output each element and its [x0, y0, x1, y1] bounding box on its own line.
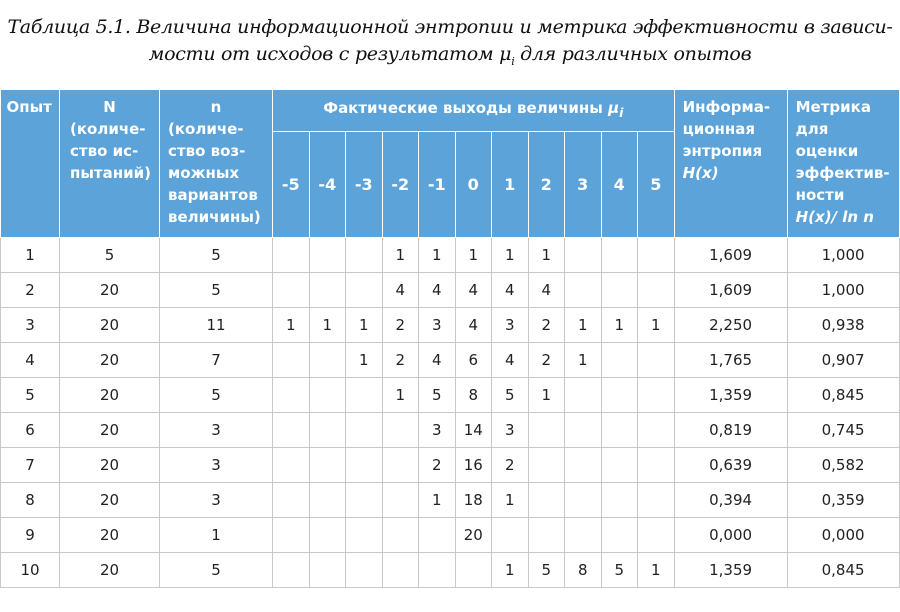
cell-mu-count: 2 — [528, 308, 565, 343]
table-row — [1, 308, 900, 343]
cell-mu-count: 4 — [528, 273, 565, 308]
cell-mu-count: 8 — [565, 553, 602, 588]
cell-mu-count — [565, 483, 602, 518]
cell-n: 5 — [160, 238, 273, 273]
cell-mu-count — [528, 448, 565, 483]
cell-mu-count: 3 — [419, 308, 456, 343]
cell-mu-count: 1 — [528, 378, 565, 413]
cell-N: 20 — [60, 413, 160, 448]
cell-mu-count — [565, 378, 602, 413]
cell-mu-count — [309, 553, 346, 588]
cell-mu-count — [601, 343, 638, 378]
cell-mu-count — [601, 273, 638, 308]
header-mu-value: 2 — [528, 132, 565, 238]
cell-mu-count — [346, 553, 383, 588]
cell-mu-count — [601, 518, 638, 553]
caption-text: мости от исходов с результатом — [148, 43, 500, 65]
header-experiment: Опыт — [1, 90, 60, 238]
cell-entropy: 0,639 — [674, 448, 787, 483]
table-row — [1, 378, 900, 413]
table-caption — [0, 14, 900, 75]
cell-mu-count: 1 — [601, 308, 638, 343]
cell-mu-count — [638, 518, 675, 553]
cell-mu-count — [565, 518, 602, 553]
cell-n: 5 — [160, 553, 273, 588]
cell-mu-count: 5 — [492, 378, 529, 413]
cell-metric: 0,582 — [787, 448, 899, 483]
header-mu-value: -5 — [273, 132, 310, 238]
cell-mu-count — [273, 238, 310, 273]
cell-N: 20 — [60, 378, 160, 413]
cell-mu-count — [638, 483, 675, 518]
cell-mu-count — [382, 413, 419, 448]
cell-mu-count — [528, 483, 565, 518]
cell-mu-count — [638, 238, 675, 273]
cell-mu-count — [565, 448, 602, 483]
cell-mu-count — [346, 448, 383, 483]
cell-mu-count: 1 — [382, 238, 419, 273]
cell-mu-count: 1 — [273, 308, 310, 343]
cell-mu-count: 2 — [528, 343, 565, 378]
cell-mu-count: 1 — [638, 553, 675, 588]
cell-mu-count — [273, 553, 310, 588]
cell-mu-count — [601, 378, 638, 413]
cell-mu-count: 6 — [455, 343, 492, 378]
header-mu-value: -1 — [419, 132, 456, 238]
cell-mu-count: 1 — [309, 308, 346, 343]
cell-mu-count — [309, 378, 346, 413]
cell-mu-count — [455, 553, 492, 588]
table-row — [1, 483, 900, 518]
cell-n: 3 — [160, 448, 273, 483]
cell-metric: 0,938 — [787, 308, 899, 343]
cell-mu-count — [309, 483, 346, 518]
cell-mu-count — [565, 238, 602, 273]
cell-mu-count: 4 — [419, 273, 456, 308]
cell-mu-count: 4 — [492, 343, 529, 378]
cell-entropy: 1,765 — [674, 343, 787, 378]
cell-mu-count — [382, 518, 419, 553]
cell-mu-count: 4 — [382, 273, 419, 308]
cell-mu-count: 18 — [455, 483, 492, 518]
cell-mu-count: 14 — [455, 413, 492, 448]
cell-mu-count: 5 — [601, 553, 638, 588]
cell-metric: 0,845 — [787, 378, 899, 413]
header-entropy: Информа-ционная энтропия H(x) — [674, 90, 787, 238]
cell-mu-count: 3 — [419, 413, 456, 448]
cell-entropy: 0,819 — [674, 413, 787, 448]
cell-mu-count: 1 — [382, 378, 419, 413]
cell-metric: 0,000 — [787, 518, 899, 553]
cell-n: 3 — [160, 483, 273, 518]
cell-experiment: 6 — [1, 413, 60, 448]
cell-mu-count — [565, 273, 602, 308]
cell-mu-count: 4 — [492, 273, 529, 308]
cell-mu-count — [346, 273, 383, 308]
cell-mu-count: 3 — [492, 308, 529, 343]
cell-experiment: 3 — [1, 308, 60, 343]
cell-mu-count — [528, 413, 565, 448]
cell-mu-count — [601, 238, 638, 273]
header-mu-value: -3 — [346, 132, 383, 238]
header-mu-value: 5 — [638, 132, 675, 238]
cell-mu-count: 1 — [492, 553, 529, 588]
cell-mu-count — [382, 448, 419, 483]
header-mu-value: -2 — [382, 132, 419, 238]
cell-mu-count — [273, 343, 310, 378]
cell-mu-count: 1 — [419, 238, 456, 273]
cell-mu-count — [601, 483, 638, 518]
cell-n: 3 — [160, 413, 273, 448]
cell-mu-count: 20 — [455, 518, 492, 553]
cell-mu-count — [638, 273, 675, 308]
cell-entropy: 2,250 — [674, 308, 787, 343]
cell-mu-count: 1 — [346, 343, 383, 378]
cell-mu-count — [346, 238, 383, 273]
header-mu-value: 1 — [492, 132, 529, 238]
table-row — [1, 413, 900, 448]
cell-N: 20 — [60, 553, 160, 588]
cell-mu-count — [382, 483, 419, 518]
cell-mu-count — [273, 518, 310, 553]
cell-mu-count: 1 — [455, 238, 492, 273]
cell-metric: 0,845 — [787, 553, 899, 588]
header-n: n (количе-ство воз-можных вариантов величины) — [160, 90, 273, 238]
header-mu-group: Фактические выходы величины $\mu_i$ — [273, 90, 675, 132]
cell-mu-count — [309, 343, 346, 378]
cell-mu-count — [638, 413, 675, 448]
header-N: N (количе-ство ис-пытаний) — [60, 90, 160, 238]
cell-experiment: 7 — [1, 448, 60, 483]
cell-metric: 0,745 — [787, 413, 899, 448]
cell-mu-count — [309, 238, 346, 273]
cell-mu-count — [309, 448, 346, 483]
cell-entropy: 1,359 — [674, 553, 787, 588]
header-mu-value: -4 — [309, 132, 346, 238]
cell-N: 20 — [60, 308, 160, 343]
header-mu-value: 3 — [565, 132, 602, 238]
cell-mu-count: 1 — [565, 308, 602, 343]
cell-mu-count — [382, 553, 419, 588]
entropy-table — [0, 90, 900, 588]
cell-mu-count — [309, 518, 346, 553]
cell-mu-count: 16 — [455, 448, 492, 483]
table-row — [1, 518, 900, 553]
cell-experiment: 8 — [1, 483, 60, 518]
cell-entropy: 1,609 — [674, 273, 787, 308]
cell-entropy: 1,609 — [674, 238, 787, 273]
cell-mu-count — [346, 378, 383, 413]
cell-entropy: 1,359 — [674, 378, 787, 413]
cell-N: 20 — [60, 448, 160, 483]
cell-N: 5 — [60, 238, 160, 273]
cell-n: 11 — [160, 308, 273, 343]
cell-experiment: 2 — [1, 273, 60, 308]
cell-mu-count — [309, 413, 346, 448]
cell-n: 7 — [160, 343, 273, 378]
cell-experiment: 10 — [1, 553, 60, 588]
cell-metric: 1,000 — [787, 238, 899, 273]
cell-mu-count — [601, 413, 638, 448]
cell-mu-count: 4 — [455, 273, 492, 308]
cell-mu-count: 2 — [382, 343, 419, 378]
cell-entropy: 0,000 — [674, 518, 787, 553]
cell-mu-count: 1 — [346, 308, 383, 343]
cell-mu-count — [601, 448, 638, 483]
table-row — [1, 448, 900, 483]
cell-mu-count: 1 — [528, 238, 565, 273]
header-mu-value: 0 — [455, 132, 492, 238]
cell-n: 5 — [160, 378, 273, 413]
cell-n: 1 — [160, 518, 273, 553]
cell-mu-count — [273, 448, 310, 483]
cell-experiment: 5 — [1, 378, 60, 413]
cell-mu-count — [273, 378, 310, 413]
cell-mu-count — [309, 273, 346, 308]
cell-mu-count: 1 — [419, 483, 456, 518]
cell-mu-count: 1 — [492, 238, 529, 273]
cell-mu-count — [528, 518, 565, 553]
cell-N: 20 — [60, 483, 160, 518]
cell-mu-count — [565, 413, 602, 448]
table-row — [1, 343, 900, 378]
cell-mu-count — [638, 343, 675, 378]
table-row — [1, 553, 900, 588]
caption-line-1: Таблица 5.1. Величина информационной энтропии и метрика эффективности в зависи- — [7, 16, 893, 38]
cell-metric: 1,000 — [787, 273, 899, 308]
cell-mu-count — [346, 483, 383, 518]
cell-mu-count — [346, 413, 383, 448]
cell-mu-count: 5 — [419, 378, 456, 413]
header-metric: Метрика для оценки эффектив-ности H(x)/ ln n — [787, 90, 899, 238]
table-row — [1, 238, 900, 273]
cell-mu-count: 5 — [528, 553, 565, 588]
cell-mu-count — [419, 553, 456, 588]
cell-mu-count: 1 — [638, 308, 675, 343]
cell-mu-count: 8 — [455, 378, 492, 413]
cell-experiment: 4 — [1, 343, 60, 378]
cell-mu-count: 2 — [382, 308, 419, 343]
cell-mu-count: 2 — [419, 448, 456, 483]
cell-N: 20 — [60, 273, 160, 308]
cell-mu-count: 4 — [455, 308, 492, 343]
mu-symbol: $\mu_i$ — [499, 43, 515, 68]
caption-line-2 — [0, 41, 900, 75]
header-mu-value: 4 — [601, 132, 638, 238]
cell-mu-count: 1 — [565, 343, 602, 378]
cell-mu-count — [346, 518, 383, 553]
cell-N: 20 — [60, 343, 160, 378]
cell-metric: 0,359 — [787, 483, 899, 518]
cell-mu-count — [273, 483, 310, 518]
cell-mu-count — [419, 518, 456, 553]
cell-mu-count — [273, 413, 310, 448]
cell-N: 20 — [60, 518, 160, 553]
cell-mu-count: 1 — [492, 483, 529, 518]
cell-mu-count — [492, 518, 529, 553]
cell-mu-count: 3 — [492, 413, 529, 448]
cell-mu-count — [638, 378, 675, 413]
cell-mu-count — [273, 273, 310, 308]
cell-experiment: 1 — [1, 238, 60, 273]
cell-mu-count: 2 — [492, 448, 529, 483]
cell-experiment: 9 — [1, 518, 60, 553]
caption-text: для различных опытов — [514, 43, 752, 65]
cell-mu-count: 4 — [419, 343, 456, 378]
cell-entropy: 0,394 — [674, 483, 787, 518]
cell-metric: 0,907 — [787, 343, 899, 378]
table-row — [1, 273, 900, 308]
cell-mu-count — [638, 448, 675, 483]
cell-n: 5 — [160, 273, 273, 308]
